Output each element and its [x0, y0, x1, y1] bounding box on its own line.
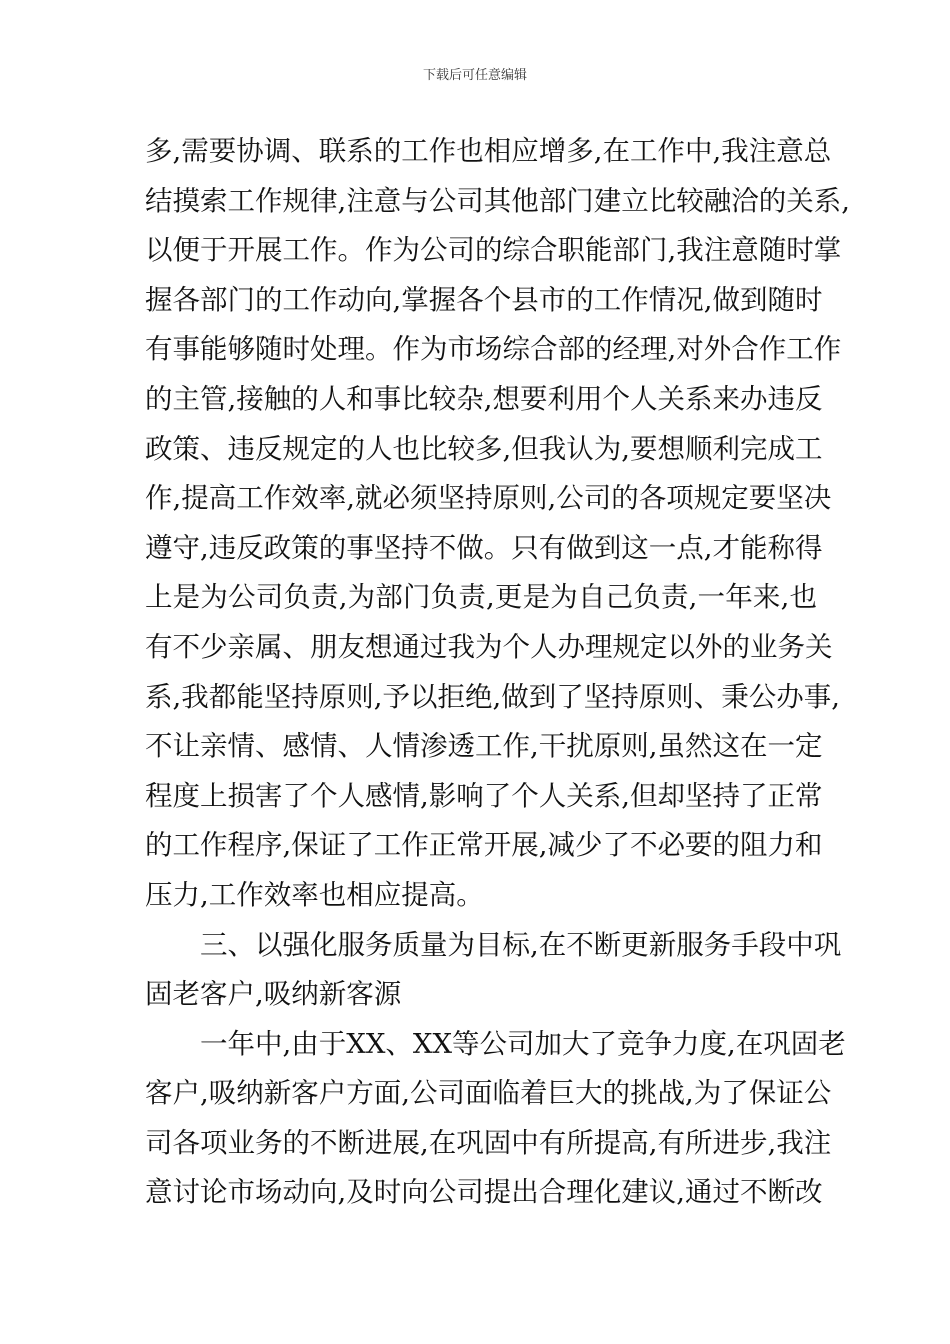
text-line: 有事能够随时处理。作为市场综合部的经理,对外合作工作 — [145, 333, 842, 366]
text-line: 的主管,接触的人和事比较杂,想要利用个人关系来办违反 — [145, 382, 823, 415]
text-line: 系,我都能坚持原则,予以拒绝,做到了坚持原则、秉公办事, — [145, 680, 840, 713]
text-line: 一年中,由于XX、XX等公司加大了竞争力度,在巩固老 — [200, 1027, 846, 1060]
text-line: 程度上损害了个人感情,影响了个人关系,但却坚持了正常 — [145, 779, 823, 812]
paragraph — [145, 127, 850, 921]
text-line: 压力,工作效率也相应提高。 — [145, 878, 484, 911]
text-line: 三、以强化服务质量为目标,在不断更新服务手段中巩 — [200, 928, 842, 961]
text-line: 以便于开展工作。作为公司的综合职能部门,我注意随时掌 — [145, 234, 842, 267]
text-line: 客户,吸纳新客户方面,公司面临着巨大的挑战,为了保证公 — [145, 1077, 832, 1110]
text-line: 结摸索工作规律,注意与公司其他部门建立比较融洽的关系, — [145, 184, 850, 217]
text-line: 固老客户,吸纳新客源 — [145, 978, 402, 1011]
page-header: 下载后可任意编辑 — [422, 68, 527, 83]
document-body — [145, 127, 850, 1218]
text-line: 作,提高工作效率,就必须坚持原则,公司的各项规定要坚决 — [145, 482, 832, 515]
text-line: 司各项业务的不断进展,在巩固中有所提高,有所进步,我注 — [145, 1126, 832, 1159]
text-line: 政策、违反规定的人也比较多,但我认为,要想顺利完成工 — [145, 432, 823, 465]
text-line: 的工作程序,保证了工作正常开展,减少了不必要的阻力和 — [145, 829, 823, 862]
text-line: 握各部门的工作动向,掌握各个县市的工作情况,做到随时 — [145, 283, 823, 316]
text-line: 不让亲情、感情、人情渗透工作,干扰原则,虽然这在一定 — [145, 730, 823, 763]
text-line: 遵守,违反政策的事坚持不做。只有做到这一点,才能称得 — [145, 531, 823, 564]
paragraph — [145, 1020, 846, 1218]
text-line: 有不少亲属、朋友想通过我为个人办理规定以外的业务关 — [145, 630, 833, 663]
text-line: 意讨论市场动向,及时向公司提出合理化建议,通过不断改 — [145, 1176, 823, 1209]
text-line: 多,需要协调、联系的工作也相应增多,在工作中,我注意总 — [145, 135, 832, 167]
text-line: 上是为公司负责,为部门负责,更是为自己负责,一年来,也 — [145, 581, 817, 614]
section-heading-paragraph — [145, 921, 842, 1020]
